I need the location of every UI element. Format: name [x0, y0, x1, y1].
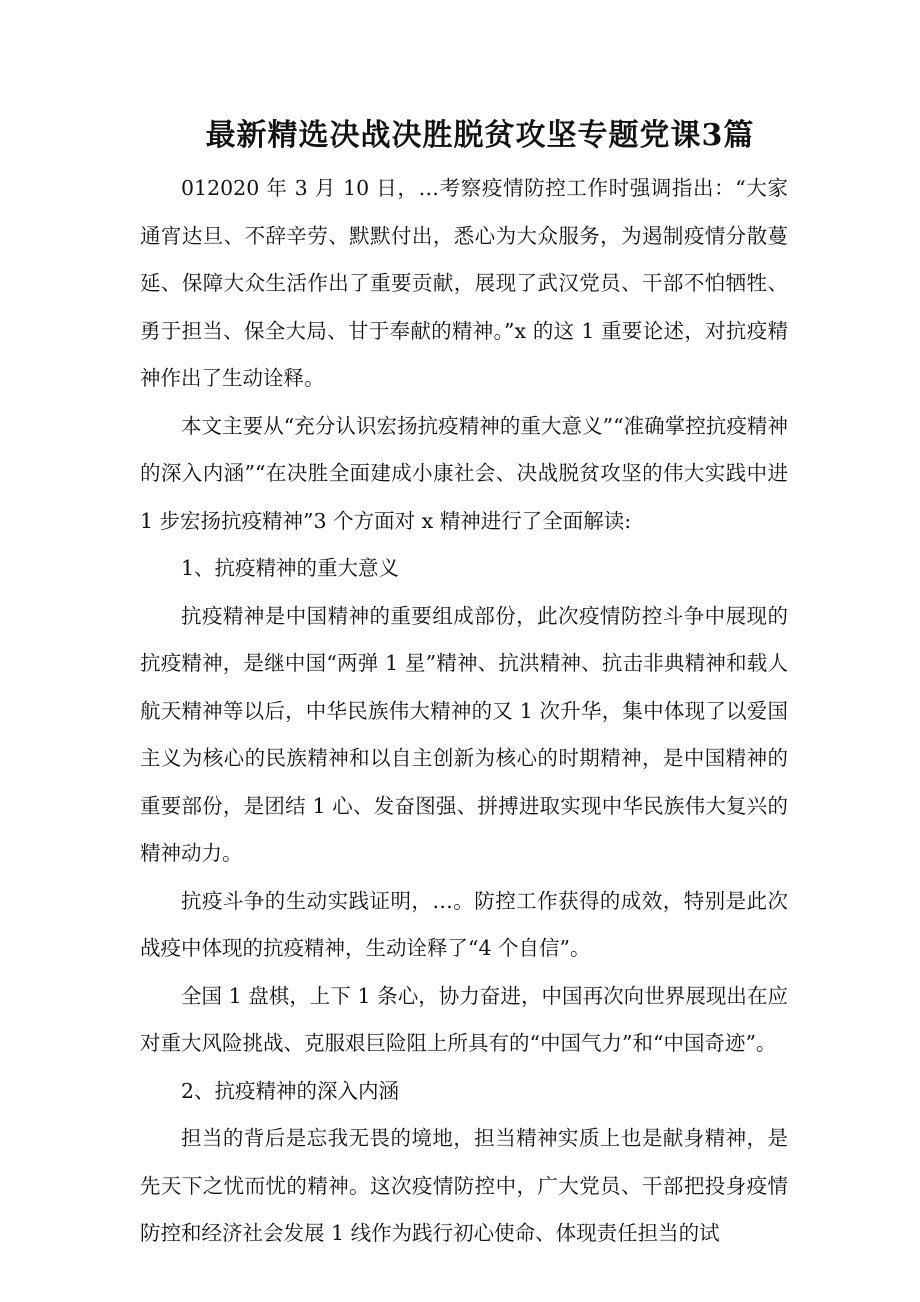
section-heading: 2、抗疫精神的深入内涵	[181, 1078, 400, 1103]
document-title: 最新精选决战决胜脱贫攻坚专题党课3篇	[205, 118, 755, 153]
paragraph: 全国 1 盘棋，上下 1 条心，协力奋进，中国再次向世界展现出在应对重大风险挑战、克服艰巨险阻上所具有的“中国气力”和“中国奇迹”。	[140, 983, 788, 1055]
paragraph: 抗疫精神是中国精神的重要组成部份，此次疫情防控斗争中展现的抗疫精神，是继中国“两弹 1 星”精神、抗洪精神、抗击非典精神和载人航天精神等以后，中华民族伟大精神的又 1 次升华，集中体现了以爱国主义为核心的民族精神和以自主创新为核心的时期精神，是中国精神的重要部份，是团结 1 心、发奋图强、拼搏进取实现中华民族伟大复兴的精神动力。	[140, 603, 788, 865]
section-heading: 1、抗疫精神的重大意义	[181, 556, 400, 580]
paragraph: 本文主要从“充分认识宏扬抗疫精神的重大意义”“准确掌控抗疫精神的深入内涵”“在决胜全面建成小康社会、决战脱贫攻坚的伟大实践中进 1 步宏扬抗疫精神”3 个方面对 x 精神进行了全面解读:	[140, 413, 788, 533]
paragraph: 012020 年 3 月 10 日，…考察疫情防控工作时强调指出：“大家通宵达旦、不辞辛劳、默默付出，悉心为大众服务，为遏制疫情分散蔓延、保障大众生活作出了重要贡献，展现了武汉党员、干部不怕牺牲、勇于担当、保全大局、甘于奉献的精神。”x 的这 1 重要论述，对抗疫精神作出了生动诠释。	[140, 176, 788, 390]
document-body	[140, 165, 788, 1258]
paragraph: 抗疫斗争的生动实践证明，…。防控工作获得的成效，特别是此次战疫中体现的抗疫精神，生动诠释了“4 个自信”。	[140, 888, 788, 960]
paragraph: 担当的背后是忘我无畏的境地，担当精神实质上也是献身精神，是先天下之忧而忧的精神。这次疫情防控中，广大党员、干部把投身疫情防控和经济社会发展 1 线作为践行初心使命、体现责任担当的试	[140, 1126, 788, 1245]
